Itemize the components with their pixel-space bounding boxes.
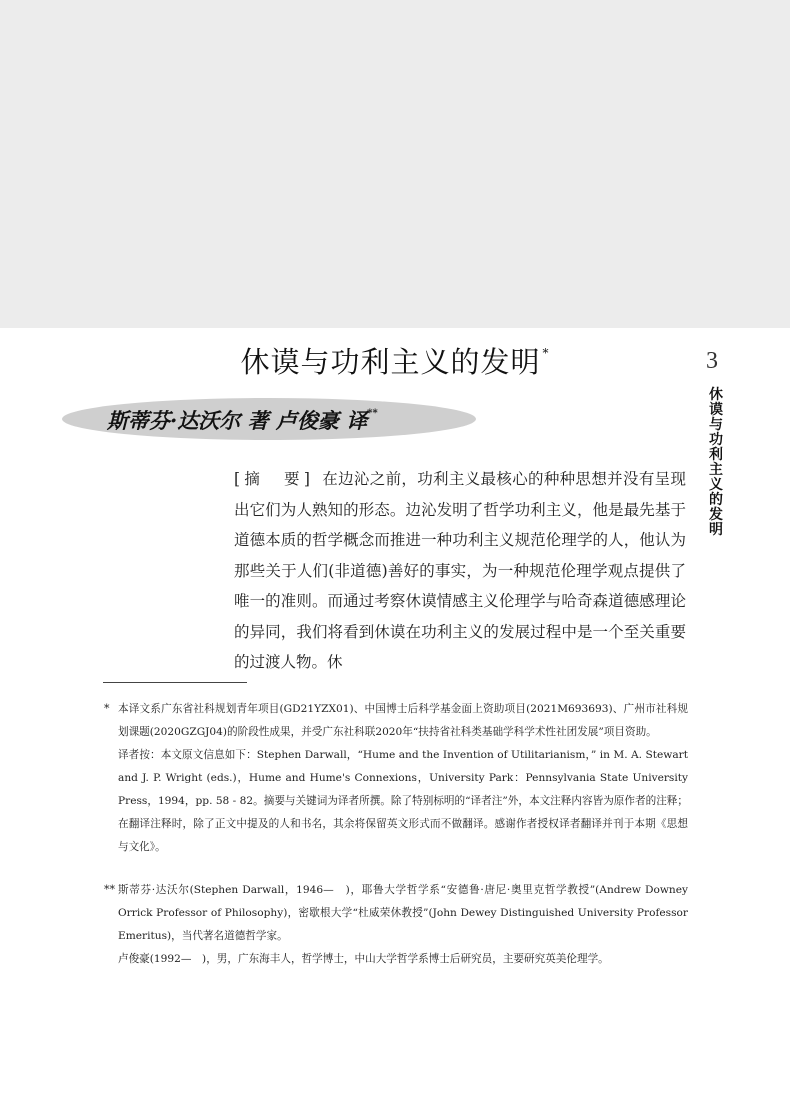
- running-head-char: 与: [709, 417, 723, 433]
- footnote-1-para-2: 译者按：本文原文信息如下：Stephen Darwall，“Hume and the Invention of Utilitarianism，” in M. A. Stewart and J. P. Wright (eds.)，Hume and Hume's Connexions，University Park：Pennsylvania State University Press，1994，pp. 58 - 82。摘要与关键词为译者所撰。除了特别标明的“译者注”外，本文注释内容皆为原作者的注释；在翻译注释时，除了正文中提及的人和书名，其余将保留英文形式而不做翻译。感谢作者授权译者翻译并刊于本期《思想与文化》。: [118, 749, 688, 853]
- footnote-2: [118, 879, 688, 971]
- footnote-2-mark: **: [104, 883, 115, 896]
- running-head-char: 发: [709, 507, 723, 523]
- title-text: 休谟与功利主义的发明: [240, 345, 541, 379]
- running-head-char: 明: [709, 522, 723, 538]
- page-number: 3: [706, 348, 718, 374]
- footnote-1: [118, 698, 688, 859]
- running-head-char: 谟: [709, 402, 723, 418]
- running-head-char: 功: [709, 432, 723, 448]
- footnote-1-mark: *: [104, 702, 110, 715]
- author-line: [107, 405, 378, 435]
- top-blank-band: [0, 0, 790, 328]
- author-translator-text: 斯蒂芬·达沃尔 著 卢俊豪 译: [107, 408, 368, 433]
- abstract-text: 在边沁之前，功利主义最核心的种种思想并没有呈现出它们为人熟知的形态。边沁发明了哲学功利主义，他是最先基于道德本质的哲学概念而推进一种功利主义规范伦理学的人，他认为那些关于人们(非道德)善好的事实，为一种规范伦理学观点提供了唯一的准则。而通过考察休谟情感主义伦理学与哈奇森道德感理论的异同，我们将看到休谟在功利主义的发展过程中是一个至关重要的过渡人物。休: [234, 470, 686, 671]
- article-title: [0, 340, 790, 381]
- footnote-divider: [103, 682, 247, 683]
- footnote-2-para-2: 卢俊豪(1992— )，男，广东海丰人，哲学博士，中山大学哲学系博士后研究员，主要研究英美伦理学。: [118, 953, 609, 965]
- author-footnote-mark: **: [367, 408, 378, 419]
- running-head-char: 主: [709, 462, 723, 478]
- abstract-block: [234, 464, 686, 678]
- footnote-2-para-1: 斯蒂芬·达沃尔(Stephen Darwall，1946— )，耶鲁大学哲学系“安德鲁·唐尼·奥里克哲学教授”(Andrew Downey Orrick Professor of Philosophy)，密歇根大学“杜威荣休教授”(John Dewey Distinguished University Professor Emeritus)，当代著名道德哲学家。: [118, 884, 688, 942]
- running-head-vertical: [706, 388, 726, 538]
- running-head-char: 利: [709, 447, 723, 463]
- abstract-label: [摘 要]: [234, 470, 314, 488]
- title-footnote-mark: *: [542, 346, 550, 360]
- running-head-char: 休: [709, 387, 723, 403]
- running-head-char: 义: [709, 477, 723, 493]
- footnote-1-para-1: 本译文系广东省社科规划青年项目(GD21YZX01)、中国博士后科学基金面上资助项目(2021M693693)、广州市社科规划课题(2020GZGJ04)的阶段性成果，并受广东社科联2020年“扶持省社科类基础学科学术性社团发展”项目资助。: [118, 703, 688, 738]
- running-head-char: 的: [709, 492, 723, 508]
